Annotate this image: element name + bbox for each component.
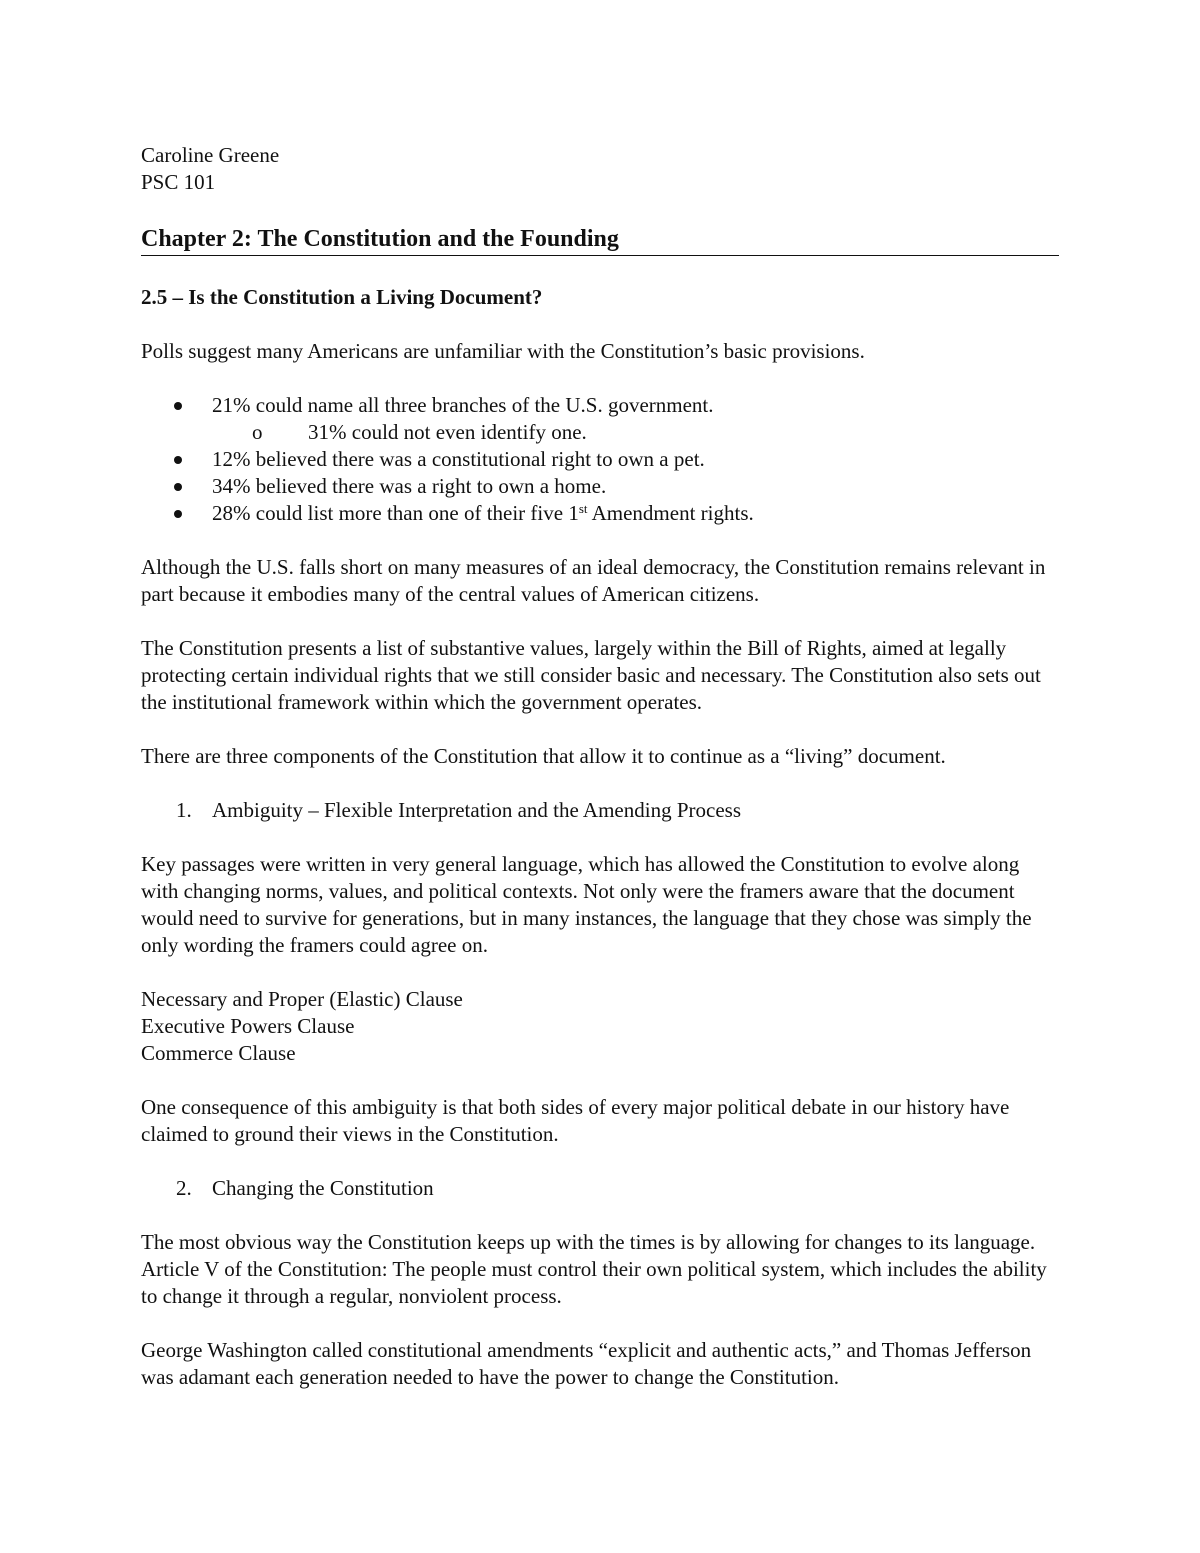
clause-item: Commerce Clause [141, 1041, 296, 1065]
author-name: Caroline Greene [141, 143, 280, 167]
bullet-dot-icon [174, 510, 182, 518]
bullet-item [141, 392, 1059, 419]
item-heading: Ambiguity – Flexible Interpretation and the Amending Process [212, 798, 741, 822]
paragraph-key-passages: Key passages were written in very general language, which has allowed the Constitution to evolve along with changing norms, values, and political contexts. Not only were the framers aware that the document would need to survive for generations, but in many instances, the language that they chose was simply the only wording the framers could agree on. [141, 852, 1032, 957]
bullet-text-pre: 28% could list more than one of their five 1 [212, 501, 579, 525]
item-number: 2. [176, 1176, 192, 1200]
bullet-text: 12% believed there was a constitutional right to own a pet. [212, 447, 705, 471]
sub-bullet-marker: o [252, 420, 263, 444]
bullet-dot-icon [174, 456, 182, 464]
course-code: PSC 101 [141, 170, 216, 194]
clause-item: Necessary and Proper (Elastic) Clause [141, 987, 463, 1011]
intro-paragraph: Polls suggest many Americans are unfamiliar with the Constitution’s basic provisions. [141, 339, 865, 363]
document-page [141, 142, 1059, 1391]
item-number: 1. [176, 798, 192, 822]
bullet-text: 21% could name all three branches of the U.S. government. [212, 393, 714, 417]
bullet-item [141, 446, 1059, 473]
numbered-item-changing [141, 1175, 1059, 1202]
clause-list [141, 986, 1059, 1067]
paragraph-three-components: There are three components of the Constitution that allow it to continue as a “living” document. [141, 744, 946, 768]
paragraph-article-v: The most obvious way the Constitution keeps up with the times is by allowing for changes to its language. Article V of the Constitution: The people must control their own political system, which includes the ability to change it through a regular, nonviolent process. [141, 1230, 1047, 1308]
poll-bullet-list [141, 392, 1059, 527]
bullet-dot-icon [174, 402, 182, 410]
bullet-text-post: Amendment rights. [587, 501, 754, 525]
bullet-item [141, 500, 1059, 527]
paragraph-washington-jefferson: George Washington called constitutional amendments “explicit and authentic acts,” and Thomas Jefferson was adamant each generation needed to have the power to change the Constitution. [141, 1338, 1032, 1389]
section-title: 2.5 – Is the Constitution a Living Document? [141, 285, 543, 309]
ordinal-superscript: st [578, 501, 588, 516]
clause-item: Executive Powers Clause [141, 1014, 355, 1038]
numbered-item-ambiguity [141, 797, 1059, 824]
item-heading: Changing the Constitution [212, 1176, 434, 1200]
bullet-item [141, 473, 1059, 500]
bullet-dot-icon [174, 483, 182, 491]
sub-bullet-item [141, 419, 1059, 446]
sub-bullet-text: 31% could not even identify one. [308, 420, 587, 444]
bullet-text: 34% believed there was a right to own a home. [212, 474, 607, 498]
chapter-title: Chapter 2: The Constitution and the Founding [141, 224, 1059, 256]
paragraph-substantive-values: The Constitution presents a list of substantive values, largely within the Bill of Rights, aimed at legally protecting certain individual rights that we still consider basic and necessary. The Constitution also sets out the institutional framework within which the government operates. [141, 636, 1041, 714]
paragraph-consequence: One consequence of this ambiguity is that both sides of every major political debate in our history have claimed to ground their views in the Constitution. [141, 1095, 1010, 1146]
paragraph-ideal-democracy: Although the U.S. falls short on many measures of an ideal democracy, the Constitution remains relevant in part because it embodies many of the central values of American citizens. [141, 555, 1046, 606]
